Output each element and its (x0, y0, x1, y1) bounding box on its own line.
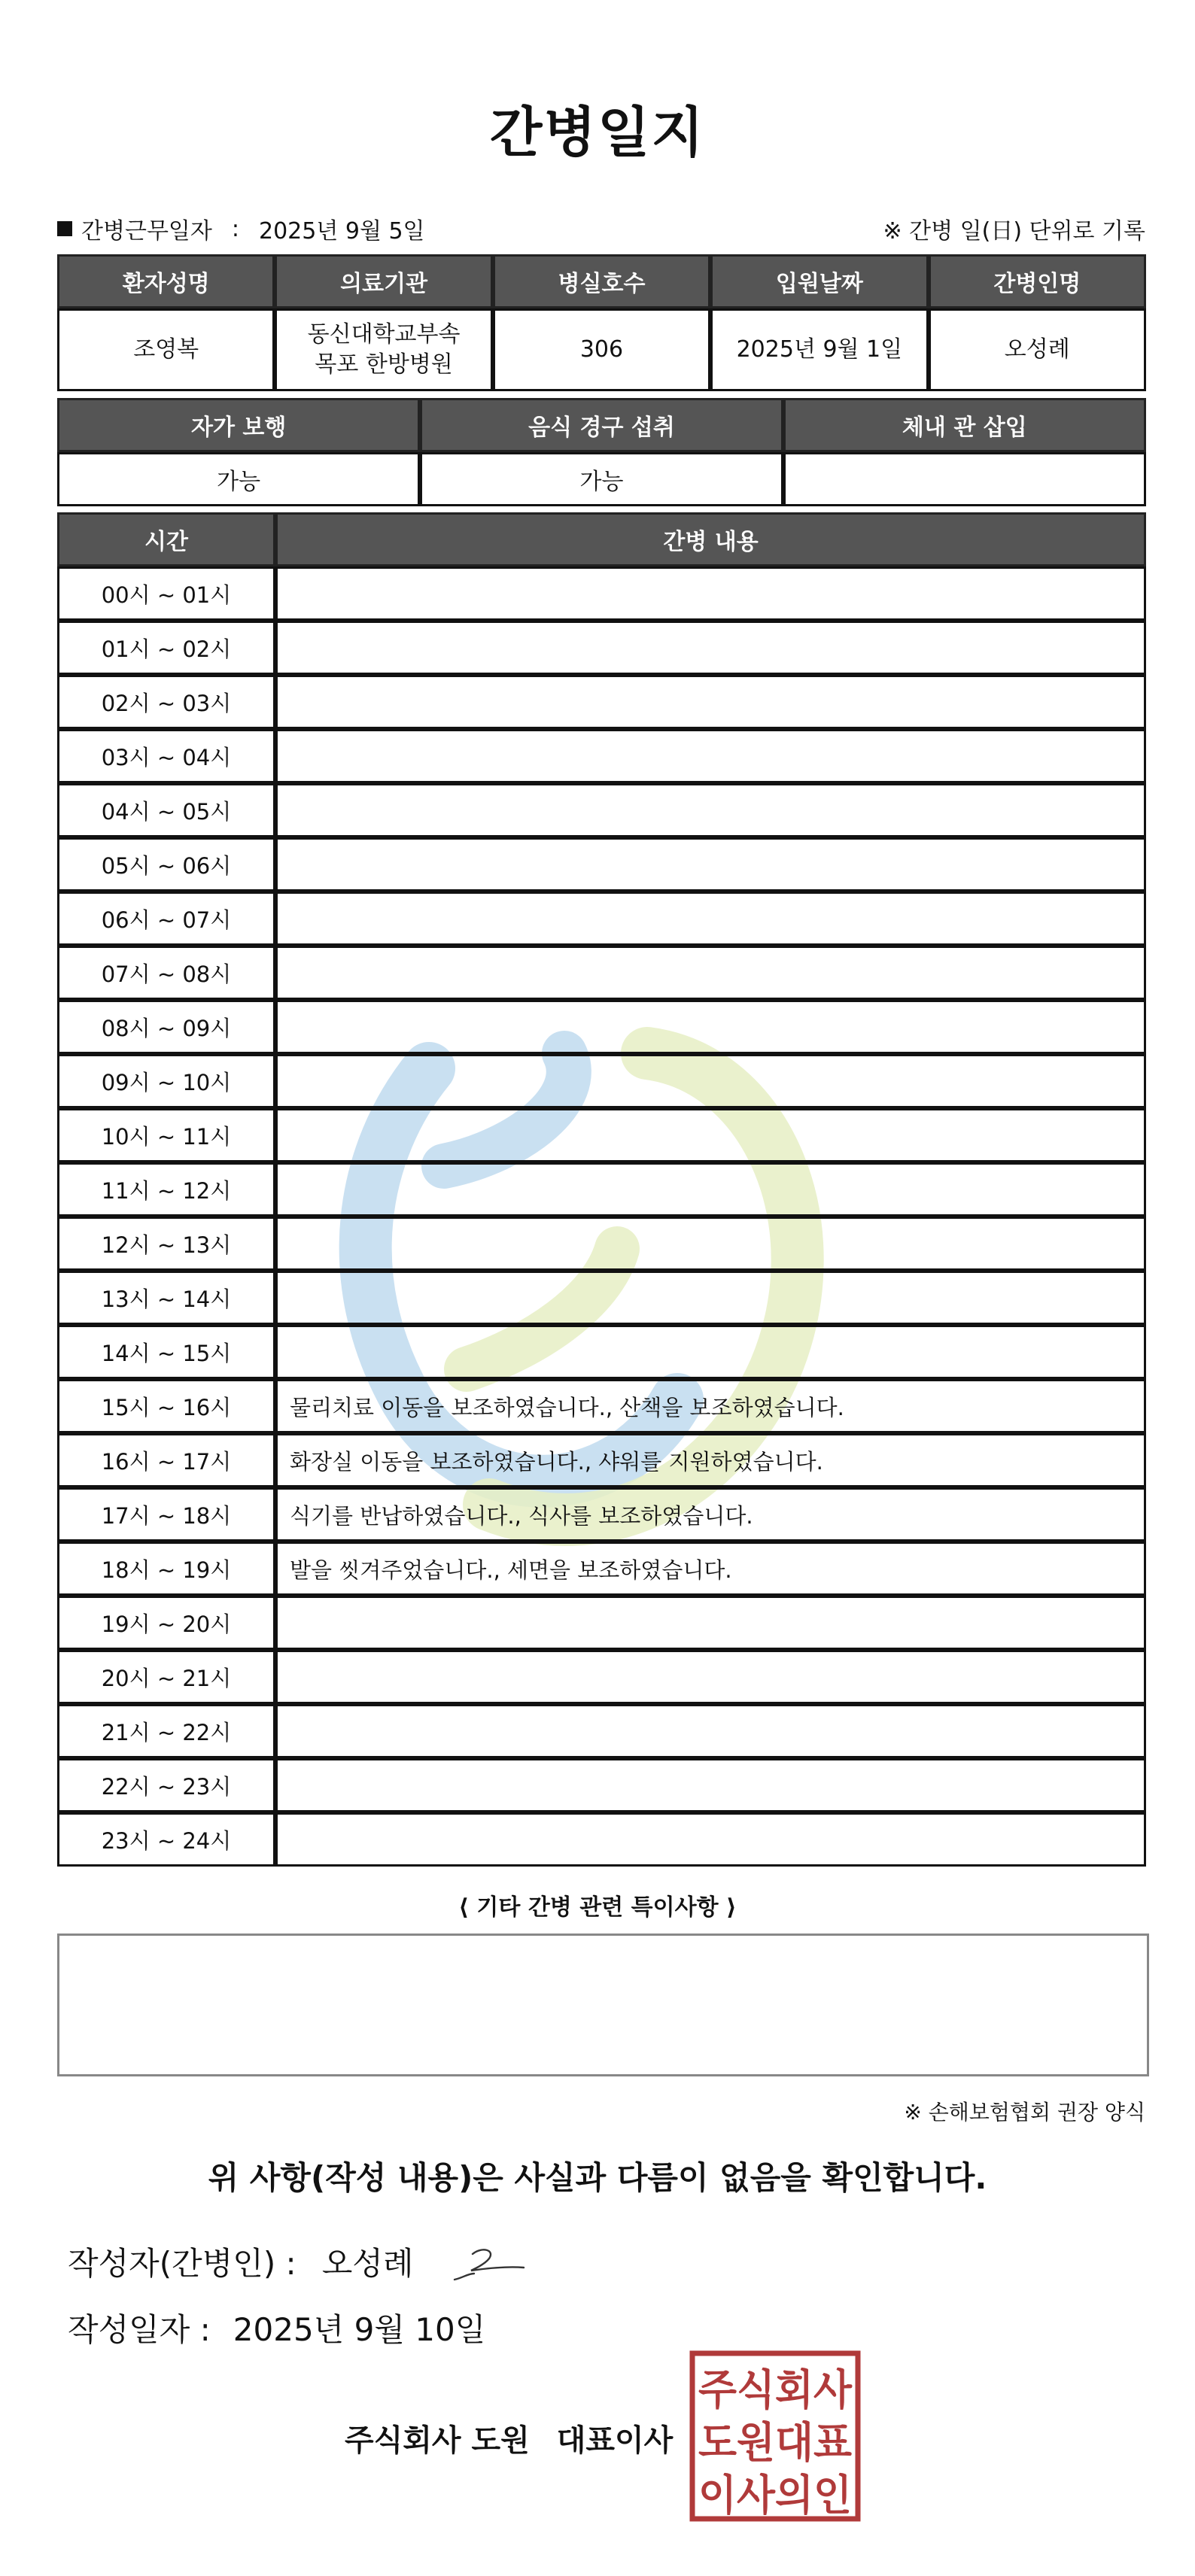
header-admission-date: 입원날짜 (710, 254, 928, 308)
write-date-label: 작성일자 : (68, 2311, 211, 2348)
table-row (57, 1487, 1146, 1542)
care-content-cell (275, 1162, 1146, 1217)
time-cell: 19시 ~ 20시 (57, 1596, 275, 1650)
handwritten-signature (452, 2240, 527, 2286)
table-row (57, 1542, 1146, 1596)
write-date-value: 2025년 9월 10일 (233, 2311, 486, 2348)
writer-label: 작성자(간병인) : (68, 2245, 296, 2282)
care-content-cell (275, 675, 1146, 729)
header-patient-name: 환자성명 (57, 254, 275, 308)
care-content-cell (275, 1217, 1146, 1271)
table-row (57, 567, 1146, 621)
table-row (57, 1054, 1146, 1108)
oral-intake-value: 가능 (420, 452, 783, 506)
company-seal-stamp (689, 2350, 861, 2522)
table-row (57, 621, 1146, 675)
work-date-separator: : (231, 215, 239, 242)
company-name: 주식회사 도원 (345, 2423, 530, 2458)
table-row (57, 946, 1146, 1000)
care-log-table (57, 512, 1146, 1867)
self-walking-value: 가능 (57, 452, 420, 506)
time-cell: 16시 ~ 17시 (57, 1433, 275, 1487)
care-content-cell (275, 837, 1146, 892)
header-tube-insertion: 체내 관 삽입 (783, 398, 1146, 452)
time-cell: 05시 ~ 06시 (57, 837, 275, 892)
header-oral-intake: 음식 경구 섭취 (420, 398, 783, 452)
table-row (57, 1704, 1146, 1758)
time-cell: 02시 ~ 03시 (57, 675, 275, 729)
svg-text:이사의인: 이사의인 (698, 2471, 852, 2520)
recommended-form-note: ※ 손해보험협회 권장 양식 (904, 2100, 1145, 2125)
table-row (57, 1433, 1146, 1487)
care-content-cell (275, 567, 1146, 621)
ability-value-row (57, 452, 1146, 506)
table-row (57, 1217, 1146, 1271)
special-notes-box (57, 1934, 1149, 2076)
time-cell: 03시 ~ 04시 (57, 729, 275, 783)
table-row (57, 783, 1146, 837)
care-content-cell (275, 1650, 1146, 1704)
header-hospital: 의료기관 (275, 254, 492, 308)
care-content-cell: 화장실 이동을 보조하였습니다., 샤워를 지원하였습니다. (275, 1433, 1146, 1487)
care-content-cell (275, 1596, 1146, 1650)
page-title: 간병일지 (489, 101, 706, 164)
caregiver-name-value: 오성례 (929, 308, 1146, 391)
patient-info-table (57, 254, 1146, 391)
table-row (57, 1325, 1146, 1379)
special-notes-title: ⟨ 기타 간병 관련 특이사항 ⟩ (458, 1894, 737, 1921)
table-row (57, 1162, 1146, 1217)
admission-date-value: 2025년 9월 1일 (710, 308, 928, 391)
table-row (57, 1379, 1146, 1433)
time-cell: 18시 ~ 19시 (57, 1542, 275, 1596)
company-representative: 대표이사 (556, 2423, 674, 2458)
bullet-square-icon (57, 221, 72, 236)
table-row (57, 675, 1146, 729)
time-cell: 23시 ~ 24시 (57, 1812, 275, 1867)
time-cell: 06시 ~ 07시 (57, 892, 275, 946)
header-care-content: 간병 내용 (275, 512, 1146, 567)
care-log-body (57, 567, 1146, 1867)
header-self-walking: 자가 보행 (57, 398, 420, 452)
hospital-value: 동신대학교부속목포 한방병원 (275, 308, 492, 391)
time-cell: 09시 ~ 10시 (57, 1054, 275, 1108)
care-content-cell (275, 1812, 1146, 1867)
patient-info-value-row (57, 308, 1146, 391)
care-content-cell (275, 1000, 1146, 1054)
work-date-value: 2025년 9월 5일 (259, 218, 425, 245)
time-cell: 13시 ~ 14시 (57, 1271, 275, 1325)
work-date (57, 212, 425, 245)
patient-info-header-row (57, 254, 1146, 308)
time-cell: 20시 ~ 21시 (57, 1650, 275, 1704)
time-cell: 10시 ~ 11시 (57, 1108, 275, 1162)
time-cell: 04시 ~ 05시 (57, 783, 275, 837)
patient-name-value: 조영복 (57, 308, 275, 391)
table-row (57, 1271, 1146, 1325)
table-row (57, 1650, 1146, 1704)
care-content-cell (275, 729, 1146, 783)
ability-table (57, 398, 1146, 506)
time-cell: 14시 ~ 15시 (57, 1325, 275, 1379)
care-content-cell: 발을 씻겨주었습니다., 세면을 보조하였습니다. (275, 1542, 1146, 1596)
care-content-cell: 물리치료 이동을 보조하였습니다., 산책을 보조하였습니다. (275, 1379, 1146, 1433)
table-row (57, 892, 1146, 946)
care-content-cell (275, 783, 1146, 837)
writer-line (68, 2239, 413, 2284)
time-cell: 08시 ~ 09시 (57, 1000, 275, 1054)
care-content-cell (275, 1325, 1146, 1379)
care-content-cell (275, 621, 1146, 675)
svg-text:주식회사: 주식회사 (698, 2366, 853, 2415)
company-signature-line (345, 2417, 673, 2459)
room-number-value: 306 (493, 308, 710, 391)
ability-header-row (57, 398, 1146, 452)
work-date-label: 간병근무일자 (81, 218, 212, 245)
care-content-cell (275, 946, 1146, 1000)
svg-text:도원대표: 도원대표 (698, 2419, 852, 2468)
care-content-cell (275, 892, 1146, 946)
time-cell: 12시 ~ 13시 (57, 1217, 275, 1271)
table-row (57, 1000, 1146, 1054)
time-cell: 01시 ~ 02시 (57, 621, 275, 675)
care-content-cell (275, 1054, 1146, 1108)
time-cell: 07시 ~ 08시 (57, 946, 275, 1000)
table-row (57, 1596, 1146, 1650)
care-content-cell (275, 1758, 1146, 1812)
care-content-cell (275, 1271, 1146, 1325)
care-content-cell (275, 1704, 1146, 1758)
time-cell: 22시 ~ 23시 (57, 1758, 275, 1812)
time-cell: 17시 ~ 18시 (57, 1487, 275, 1542)
time-cell: 21시 ~ 22시 (57, 1704, 275, 1758)
header-time: 시간 (57, 512, 275, 567)
header-caregiver-name: 간병인명 (929, 254, 1146, 308)
unit-note: ※ 간병 일(日) 단위로 기록 (883, 218, 1145, 245)
care-content-cell (275, 1108, 1146, 1162)
time-cell: 11시 ~ 12시 (57, 1162, 275, 1217)
header-room-number: 병실호수 (493, 254, 710, 308)
table-row (57, 729, 1146, 783)
table-row (57, 1108, 1146, 1162)
confirmation-statement: 위 사항(작성 내용)은 사실과 다름이 없음을 확인합니다. (208, 2159, 987, 2196)
writer-name: 오성례 (321, 2245, 414, 2282)
write-date-line (68, 2305, 485, 2350)
table-row (57, 1758, 1146, 1812)
care-content-cell: 식기를 반납하였습니다., 식사를 보조하였습니다. (275, 1487, 1146, 1542)
time-cell: 00시 ~ 01시 (57, 567, 275, 621)
time-cell: 15시 ~ 16시 (57, 1379, 275, 1433)
table-row (57, 1812, 1146, 1867)
table-row (57, 837, 1146, 892)
care-log-header-row (57, 512, 1146, 567)
tube-insertion-value (783, 452, 1146, 506)
